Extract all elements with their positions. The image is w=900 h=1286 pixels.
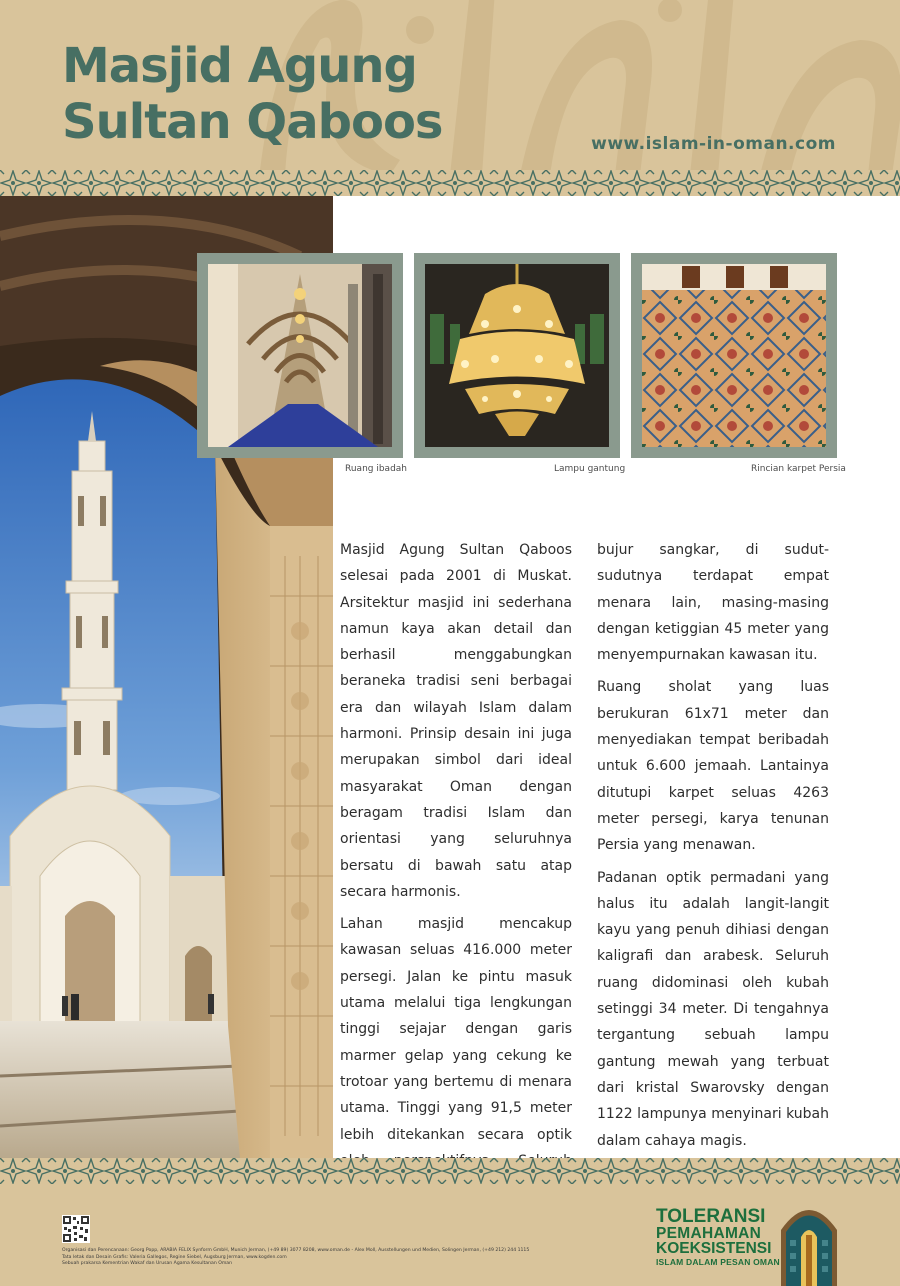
logo-line-1: TOLERANSI: [656, 1206, 766, 1227]
paragraph: Lahan masjid mencakup kawasan seluas 416.000 meter persegi. Jalan ke pintu masuk utama melalui tiga lengkungan tinggi sejajar dengan garis marmer gelap yang cekung ke trotoar yang bertemu di menara utama. Tinggi yang 91,5 meter lebih ditekankan secara optik: [340, 916, 572, 1143]
paragraph: Padanan optik permadani yang halus itu adalah langit-langit kayu yang penuh dihiasi dengan kaligrafi dan arabesk. Seluruh ruang didominasi oleh kubah setinggi 34 meter. Di tengahnya tergantung sebuah lampu gantung mewah yang terbuat dari kristal Swarovsky dengan 1122 lampunya menyinari kubah dalam cahaya magis.: [597, 869, 829, 1149]
footer-credits: [62, 1248, 582, 1268]
ornament-band-bottom: [0, 1158, 900, 1184]
caption-prayer-hall: Ruang ibadah: [345, 464, 408, 474]
thumbnail-chandelier: [414, 253, 620, 458]
thumbnail-prayer-hall: [197, 253, 403, 458]
credit-line: Tata letak dan Desain Grafis: Valeria Gallegos, Regine Siebel, Augsburg Jerman, www.kogden.com: [62, 1254, 287, 1260]
credit-line: Organisasi dan Perencanaan: Georg Popp, ARABIA FELIX Synform GmbH, Munich Jerman, (+49 89) 3077 8208, www.oman.de - Alex Moll, Ausstellungen und Medien, Solingen Jerman, (+49 212) 244 1115: [62, 1248, 530, 1253]
paragraph: bujur sangkar, di sudut-sudutnya terdapat empat menara lain, masing-masing dengan ketiggian 45 meter yang menyempurnakan kawasan itu.: [597, 542, 829, 664]
logo-line-2: PEMAHAMAN: [656, 1225, 762, 1242]
website-url: www.islam-in-oman.com: [591, 134, 836, 154]
arch-logo-icon: [781, 1195, 837, 1286]
ornament-band-top: [0, 170, 900, 196]
logo-line-4: ISLAM DALAM PESAN OMAN: [656, 1257, 780, 1267]
paragraph: Ruang sholat yang luas berukuran 61x71 meter dan menyediakan tempat beribadah untuk 6.600 jemaah. Lantainya ditutupi karpet seluas 4263 meter persegi, karya tenunan Persia yang menawan.: [597, 679, 829, 854]
header: [0, 0, 900, 170]
page-title: [62, 38, 443, 150]
title-line-1: Masjid Agung: [62, 38, 417, 94]
thumbnail-carpet: [631, 253, 837, 458]
caption-carpet: Rincian karpet Persia: [751, 464, 846, 474]
credit-line: Sebuah prakarsa Kementrian Wakaf dan Urusan Agama Kesultanan Oman: [62, 1261, 233, 1266]
article-column-1: [340, 537, 572, 1233]
caption-chandelier: Lampu gantung: [554, 464, 626, 474]
exhibition-logo: [656, 1208, 780, 1268]
article-column-2: [597, 537, 829, 1160]
thumbnail-row: [197, 253, 837, 458]
paragraph: Masjid Agung Sultan Qaboos selesai pada 2001 di Muskat. Arsitektur masjid ini sederhana namun kaya akan detail dan berhasil menggabungkan beraneka tradisi seni berbagai era dan wilayah Islam dalam harmoni. Prinsip desain ini juga merupakan simbol dari ideal masyarakat Oman dengan beragam tradisi Islam dan orientasi yang seluruhnya bersatu di bawah satu atap secara harmonis.: [340, 542, 572, 900]
qr-code-icon: [62, 1215, 90, 1243]
logo-line-3: KOEKSISTENSI: [656, 1240, 772, 1257]
title-line-2: Sultan Qaboos: [62, 94, 443, 150]
